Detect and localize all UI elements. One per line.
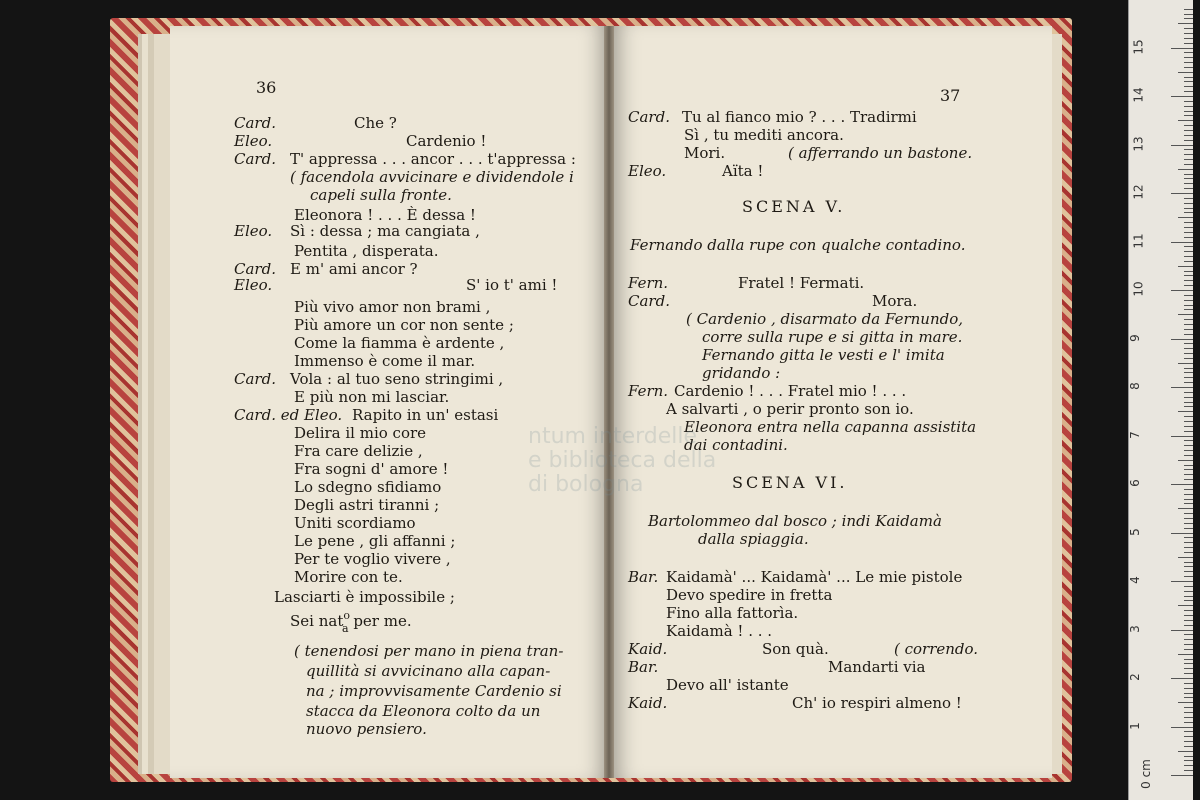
ruler-tick [1171, 290, 1193, 291]
ruler-tick [1184, 649, 1193, 650]
ruler-tick [1184, 159, 1193, 160]
speaker-label: Kaid. [628, 694, 668, 712]
verse-line: Sì : dessa ; ma cangiata , [290, 222, 480, 240]
stage-direction: gridando : [702, 364, 781, 382]
ruler-tick [1184, 353, 1193, 354]
ruler-tick [1184, 591, 1193, 592]
stage-direction: capeli sulla fronte. [310, 186, 452, 204]
ruler-tick [1184, 523, 1193, 524]
ruler-tick [1184, 28, 1193, 29]
verse-line: Sì , tu mediti ancora. [684, 126, 844, 144]
ruler-tick [1184, 697, 1193, 698]
ruler-tick [1184, 503, 1193, 504]
ruler-tick [1171, 339, 1193, 340]
speaker-label: Card. [234, 150, 276, 168]
ruler-tick [1184, 426, 1193, 427]
ruler-tick [1184, 183, 1193, 184]
ruler-tick [1184, 406, 1193, 407]
speaker-label: Fern. [628, 382, 669, 400]
ruler-tick [1184, 275, 1193, 276]
ruler-tick [1184, 212, 1193, 213]
stage-direction: Eleonora entra nella capanna assistita [684, 418, 977, 436]
ruler-tick [1184, 600, 1193, 601]
verse-line: Mori. [684, 144, 726, 162]
ruler-tick [1184, 237, 1193, 238]
ruler-label: 10 [1131, 281, 1146, 297]
ruler-label: 0 cm [1138, 759, 1153, 789]
ruler-label: 4 [1127, 576, 1142, 584]
speaker-label: Card. [234, 114, 276, 132]
ruler-tick [1184, 348, 1193, 349]
ruler-tick [1184, 130, 1193, 131]
verse-line: T' appressa . . . ancor . . . t'appressa : [290, 150, 576, 168]
ruler-tick [1171, 387, 1193, 388]
ruler-tick [1184, 358, 1193, 359]
ruler-tick [1184, 222, 1193, 223]
verse-line: Mora. [872, 292, 918, 310]
stage-direction: stacca da Eleonora colto da un [306, 702, 541, 720]
ruler-tick [1184, 547, 1193, 548]
verse-line: Fra sogni d' amore ! [294, 460, 449, 478]
verse-fragment: o [343, 609, 350, 622]
ruler-label: 2 [1127, 673, 1142, 681]
ruler-label: 12 [1131, 184, 1146, 200]
ruler-tick [1171, 484, 1193, 485]
verse-fragment: a [341, 622, 349, 635]
ruler-tick [1184, 9, 1193, 10]
ruler-tick [1184, 62, 1193, 63]
ruler-tick [1184, 465, 1193, 466]
verse-line: Devo spedire in fretta [666, 586, 833, 604]
scene-heading: SCENA V. [742, 197, 846, 216]
ruler-tick [1184, 562, 1193, 563]
ruler-tick [1184, 343, 1193, 344]
ruler-tick [1184, 91, 1193, 92]
verse-line: E più non mi lasciar. [294, 388, 450, 406]
ruler-tick [1178, 557, 1193, 558]
ruler-tick [1184, 101, 1193, 102]
verse-line: Immenso è come il mar. [294, 352, 476, 370]
ruler-tick [1178, 23, 1193, 24]
ruler-tick [1184, 203, 1193, 204]
ruler-tick [1178, 508, 1193, 509]
ruler-tick [1184, 329, 1193, 330]
ruler-label: 15 [1131, 38, 1146, 55]
verse-line: Morire con te. [294, 568, 403, 586]
verse-line: Lo sdegno sfidiamo [294, 478, 442, 496]
ruler-label: 9 [1127, 333, 1142, 342]
book-gutter [604, 26, 614, 778]
measuring-ruler [1128, 0, 1193, 800]
ruler-tick [1184, 174, 1193, 175]
verse-line: Devo all' istante [666, 676, 789, 694]
ruler-tick [1184, 43, 1193, 44]
ruler-label: 6 [1127, 479, 1142, 487]
ruler-tick [1184, 615, 1193, 616]
verse-line: Degli astri tiranni ; [294, 496, 440, 514]
ruler-tick [1171, 48, 1193, 49]
verse-line: Come la fiamma è ardente , [294, 334, 505, 352]
stage-direction: Fernando dalla rupe con qualche contadino. [630, 236, 966, 254]
speaker-label: Eleo. [628, 162, 667, 180]
speaker-label: Card. [628, 292, 670, 310]
stage-direction: ( correndo. [894, 640, 979, 658]
ruler-tick [1184, 280, 1193, 281]
stage-direction: Fernando gitta le vesti e l' imita [702, 346, 945, 364]
library-watermark [528, 425, 758, 497]
ruler-tick [1178, 605, 1193, 606]
ruler-tick [1184, 474, 1193, 475]
ruler-tick [1184, 736, 1193, 737]
ruler-tick [1184, 125, 1193, 126]
ruler-tick [1184, 77, 1193, 78]
ruler-tick [1184, 445, 1193, 446]
verse-line: Fratel ! Fermati. [738, 274, 865, 292]
ruler-label: 8 [1127, 382, 1142, 390]
ruler-tick [1184, 81, 1193, 82]
ruler-tick [1184, 309, 1193, 310]
speaker-label: Bar. [628, 568, 659, 586]
stage-direction: dalla spiaggia. [698, 530, 809, 548]
speaker-label: Card. [234, 260, 276, 278]
ruler-tick [1171, 533, 1193, 534]
ruler-tick [1171, 145, 1193, 146]
ruler-tick [1184, 688, 1193, 689]
ruler-tick [1178, 266, 1193, 267]
ruler-tick [1184, 256, 1193, 257]
watermark-line: e biblioteca della [528, 448, 717, 473]
ruler-tick [1184, 610, 1193, 611]
ruler-tick [1184, 542, 1193, 543]
ruler-tick [1184, 673, 1193, 674]
stage-direction: ( facendola avvicinare e dividendole i [290, 168, 574, 186]
ruler-tick [1184, 416, 1193, 417]
ruler-tick [1184, 722, 1193, 723]
page-number: 37 [940, 86, 961, 105]
ruler-tick [1184, 295, 1193, 296]
ruler-tick [1171, 193, 1193, 194]
ruler-tick [1184, 586, 1193, 587]
ruler-tick [1184, 324, 1193, 325]
speaker-label: Eleo. [234, 132, 273, 150]
ruler-tick [1184, 693, 1193, 694]
verse-line: Delira il mio core [294, 424, 427, 442]
speaker-label: Card. ed Eleo. [234, 406, 343, 424]
ruler-tick [1184, 377, 1193, 378]
ruler-tick [1184, 552, 1193, 553]
ruler-tick [1178, 460, 1193, 461]
verse-line: A salvarti , o perir pronto son io. [666, 400, 914, 418]
ruler-tick [1184, 86, 1193, 87]
ruler-tick [1184, 421, 1193, 422]
stage-direction: ( Cardenio , disarmato da Fernundo, [686, 310, 964, 328]
ruler-tick [1184, 33, 1193, 34]
ruler-tick [1184, 164, 1193, 165]
ruler-label: 7 [1127, 430, 1142, 439]
ruler-tick [1184, 140, 1193, 141]
ruler-tick [1184, 149, 1193, 150]
ruler-tick [1171, 678, 1193, 679]
stage-direction: quillità si avvicinano alla capan- [306, 662, 551, 680]
ruler-tick [1171, 581, 1193, 582]
verse-line: Più amore un cor non sente ; [294, 316, 514, 334]
ruler-tick [1178, 411, 1193, 412]
ruler-tick [1184, 246, 1193, 247]
verse-line: Per te voglio vivere , [294, 550, 451, 568]
ruler-tick [1184, 746, 1193, 747]
ruler-tick [1184, 566, 1193, 567]
ruler-label: 11 [1131, 232, 1146, 249]
ruler-tick [1184, 368, 1193, 369]
ruler-tick [1184, 765, 1193, 766]
ruler-label: 13 [1131, 135, 1146, 152]
ruler-tick [1184, 596, 1193, 597]
verse-line: Vola : al tuo seno stringimi , [290, 370, 504, 388]
ruler-tick [1184, 106, 1193, 107]
verse-line: Tu al fianco mio ? . . . Tradirmi [682, 108, 917, 126]
verse-line: Ch' io respiri almeno ! [792, 694, 962, 712]
ruler-tick [1184, 760, 1193, 761]
verse-line: Cardenio ! [406, 132, 487, 150]
stage-direction: na ; improvvisamente Cardenio si [306, 682, 562, 700]
ruler-tick [1171, 775, 1193, 776]
ruler-tick [1184, 382, 1193, 383]
watermark-line: di bologna [528, 472, 644, 497]
ruler-tick [1178, 702, 1193, 703]
ruler-tick [1184, 402, 1193, 403]
ruler-tick [1184, 232, 1193, 233]
verse-line: Cardenio ! . . . Fratel mio ! . . . [674, 382, 907, 400]
ruler-tick [1178, 363, 1193, 364]
ruler-tick [1184, 741, 1193, 742]
ruler-tick [1184, 334, 1193, 335]
ruler-tick [1171, 96, 1193, 97]
ruler-tick [1184, 135, 1193, 136]
ruler-tick [1184, 770, 1193, 771]
verse-fragment: Sei nat [290, 612, 344, 630]
speaker-label: Card. [234, 370, 276, 388]
ruler-tick [1184, 663, 1193, 664]
ruler-tick [1184, 576, 1193, 577]
ruler-tick [1184, 455, 1193, 456]
verse-line [290, 609, 412, 635]
speaker-label: Eleo. [234, 222, 273, 240]
speaker-label: Kaid. [628, 640, 668, 658]
ruler-tick [1184, 528, 1193, 529]
verse-line: Uniti scordiamo [294, 514, 416, 532]
ruler-tick [1184, 499, 1193, 500]
verse-line: Kaidamà ! . . . [666, 622, 773, 640]
ruler-tick [1184, 571, 1193, 572]
verse-line: Fra care delizie , [294, 442, 423, 460]
verse-line: Rapito in un' estasi [352, 406, 499, 424]
left-page [170, 26, 608, 778]
stage-direction: ( afferrando un bastone. [788, 144, 973, 162]
ruler-tick [1184, 450, 1193, 451]
ruler-tick [1184, 537, 1193, 538]
ruler-tick [1184, 261, 1193, 262]
ruler-tick [1184, 717, 1193, 718]
ruler-tick [1184, 431, 1193, 432]
ruler-tick [1178, 314, 1193, 315]
ruler-tick [1184, 67, 1193, 68]
ruler-tick [1184, 111, 1193, 112]
verse-fragment: per me. [348, 612, 412, 630]
ruler-tick [1184, 319, 1193, 320]
ruler-tick [1184, 397, 1193, 398]
ruler-tick [1184, 639, 1193, 640]
ruler-label: 14 [1131, 87, 1146, 103]
verse-line: Eleonora ! . . . È dessa ! [294, 206, 476, 224]
ruler-tick [1184, 712, 1193, 713]
ruler-tick [1178, 217, 1193, 218]
verse-line: Le pene , gli affanni ; [294, 532, 456, 550]
ruler-tick [1184, 305, 1193, 306]
watermark-line: ntum interdelle [528, 424, 698, 449]
ruler-label: 3 [1127, 624, 1142, 633]
ruler-tick [1171, 436, 1193, 437]
ruler-tick [1184, 115, 1193, 116]
ruler-tick [1184, 644, 1193, 645]
ruler-tick [1184, 198, 1193, 199]
speaker-label: Fern. [628, 274, 669, 292]
ruler-tick [1184, 479, 1193, 480]
ruler-tick [1184, 731, 1193, 732]
verse-line: Mandarti via [828, 658, 926, 676]
page-number: 36 [256, 78, 277, 97]
speaker-label: Bar. [628, 658, 659, 676]
page-edges-left [138, 34, 172, 774]
verse-line: S' io t' ami ! [466, 276, 558, 294]
ruler-tick [1178, 751, 1193, 752]
verse-line: Lasciarti è impossibile ; [274, 588, 455, 606]
verse-line: Pentita , disperata. [294, 242, 439, 260]
ruler-tick [1184, 251, 1193, 252]
ruler-label: 5 [1127, 527, 1142, 536]
stage-direction: ( tenendosi per mano in piena tran- [294, 642, 564, 660]
verse-line: Aïta ! [722, 162, 764, 180]
ruler-tick [1184, 38, 1193, 39]
ruler-tick [1184, 300, 1193, 301]
ruler-tick [1184, 489, 1193, 490]
ruler-tick [1184, 756, 1193, 757]
stage-direction: Bartolommeo dal bosco ; indi Kaidamà [648, 512, 942, 530]
verse-line: Fino alla fattorìa. [666, 604, 799, 622]
stage-direction: corre sulla rupe e si gitta in mare. [702, 328, 963, 346]
ruler-tick [1184, 208, 1193, 209]
verse-line: Son quà. [762, 640, 829, 658]
verse-line: Più vivo amor non brami , [294, 298, 491, 316]
ruler-tick [1184, 271, 1193, 272]
ruler-tick [1184, 513, 1193, 514]
ruler-tick [1184, 227, 1193, 228]
ruler-tick [1171, 242, 1193, 243]
ruler-tick [1184, 178, 1193, 179]
ruler-tick [1184, 14, 1193, 15]
ruler-label: 1 [1127, 721, 1142, 730]
ruler-tick [1184, 707, 1193, 708]
scene-heading: SCENA VI. [732, 473, 848, 492]
ruler-tick [1171, 727, 1193, 728]
ruler-tick [1178, 72, 1193, 73]
ruler-tick [1184, 440, 1193, 441]
ruler-tick [1184, 188, 1193, 189]
ruler-tick [1184, 494, 1193, 495]
ruler-tick [1184, 469, 1193, 470]
ruler-tick [1184, 154, 1193, 155]
ruler-tick [1178, 120, 1193, 121]
verse-line: E m' ami ancor ? [290, 260, 418, 278]
ruler-tick [1178, 169, 1193, 170]
stage-direction: dai contadini. [684, 436, 788, 454]
ruler-tick [1184, 285, 1193, 286]
speaker-label: Eleo. [234, 276, 273, 294]
verse-line: Che ? [354, 114, 397, 132]
ruler-tick [1184, 659, 1193, 660]
stage-direction: nuovo pensiero. [306, 720, 427, 738]
ruler-tick [1184, 634, 1193, 635]
ruler-tick [1184, 57, 1193, 58]
right-page [612, 26, 1052, 778]
speaker-label: Card. [628, 108, 670, 126]
ruler-tick [1184, 372, 1193, 373]
ruler-tick [1184, 18, 1193, 19]
ruler-tick [1171, 630, 1193, 631]
ruler-tick [1184, 668, 1193, 669]
ruler-tick [1184, 620, 1193, 621]
ruler-tick [1184, 683, 1193, 684]
verse-line: Kaidamà' ... Kaidamà' ... Le mie pistole [666, 568, 963, 586]
ruler-tick [1184, 392, 1193, 393]
ruler-tick [1178, 654, 1193, 655]
ruler-tick [1184, 625, 1193, 626]
ruler-tick [1184, 52, 1193, 53]
ruler-tick [1184, 518, 1193, 519]
